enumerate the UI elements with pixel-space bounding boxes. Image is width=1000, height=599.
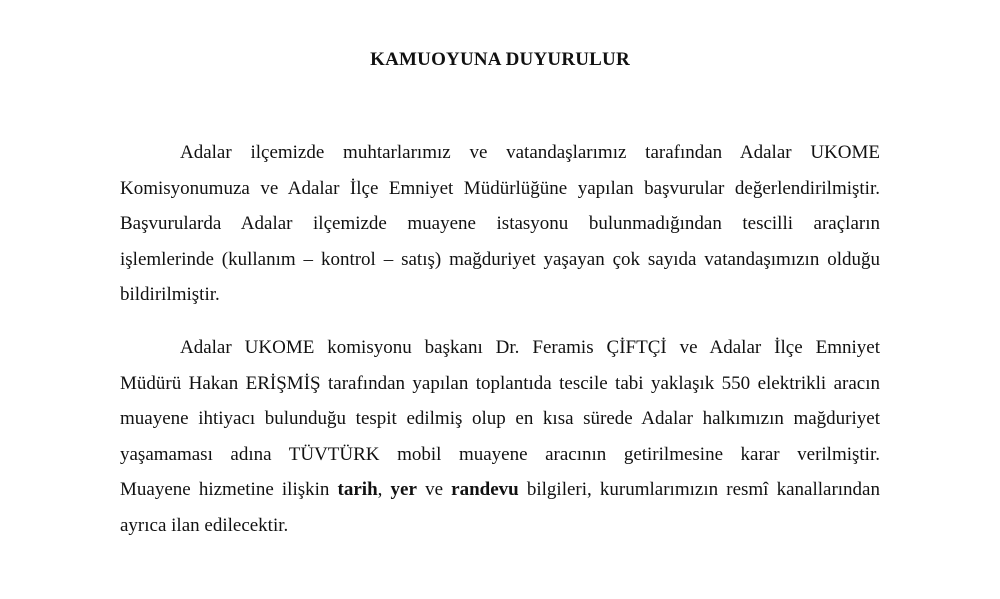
paragraph-line: muayene ihtiyacı bulunduğu tespit edilmiş olup en kısa sürede Adalar halkımızın mağduriyet: [120, 408, 880, 429]
bold-term-randevu: randevu: [451, 479, 519, 500]
text: Muayene hizmetine ilişkin: [120, 479, 338, 500]
paragraph-line: yaşamaması adına TÜVTÜRK mobil muayene aracının getirilmesine karar verilmiştir.: [120, 443, 880, 465]
paragraph-line: bildirilmiştir.: [120, 284, 220, 305]
text: ,: [377, 479, 391, 500]
document-title: KAMUOYUNA DUYURULUR: [370, 49, 630, 70]
bold-term-yer: yer: [390, 479, 417, 500]
paragraph-line-with-bold: [120, 472, 880, 508]
paragraph-1: [120, 135, 880, 313]
paragraph-line: Adalar ilçemizde muhtarlarımız ve vatandaşlarımız tarafından Adalar UKOME: [180, 142, 880, 163]
text: bilgileri, kurumlarımızın resmî kanallarından: [518, 479, 880, 500]
paragraph-line: ayrıca ilan edilecektir.: [120, 514, 289, 536]
text: ve: [416, 479, 452, 500]
bold-term-tarih: tarih: [337, 479, 378, 500]
paragraph-2: [120, 330, 880, 543]
paragraph-line: Adalar UKOME komisyonu başkanı Dr. Feramis ÇİFTÇİ ve Adalar İlçe Emniyet: [180, 337, 880, 358]
paragraph-line: Başvurularda Adalar ilçemizde muayene istasyonu bulunmadığından tescilli araçların: [120, 213, 880, 234]
paragraph-line: işlemlerinde (kullanım – kontrol – satış) mağduriyet yaşayan çok sayıda vatandaşımızın olduğu: [120, 248, 880, 270]
paragraph-line: Komisyonumuza ve Adalar İlçe Emniyet Müdürlüğüne yapılan başvurular değerlendirilmiştir.: [120, 177, 880, 199]
paragraph-line: Müdürü Hakan ERİŞMİŞ tarafından yapılan toplantıda tescile tabi yaklaşık 550 elektrikli aracın: [120, 372, 880, 394]
